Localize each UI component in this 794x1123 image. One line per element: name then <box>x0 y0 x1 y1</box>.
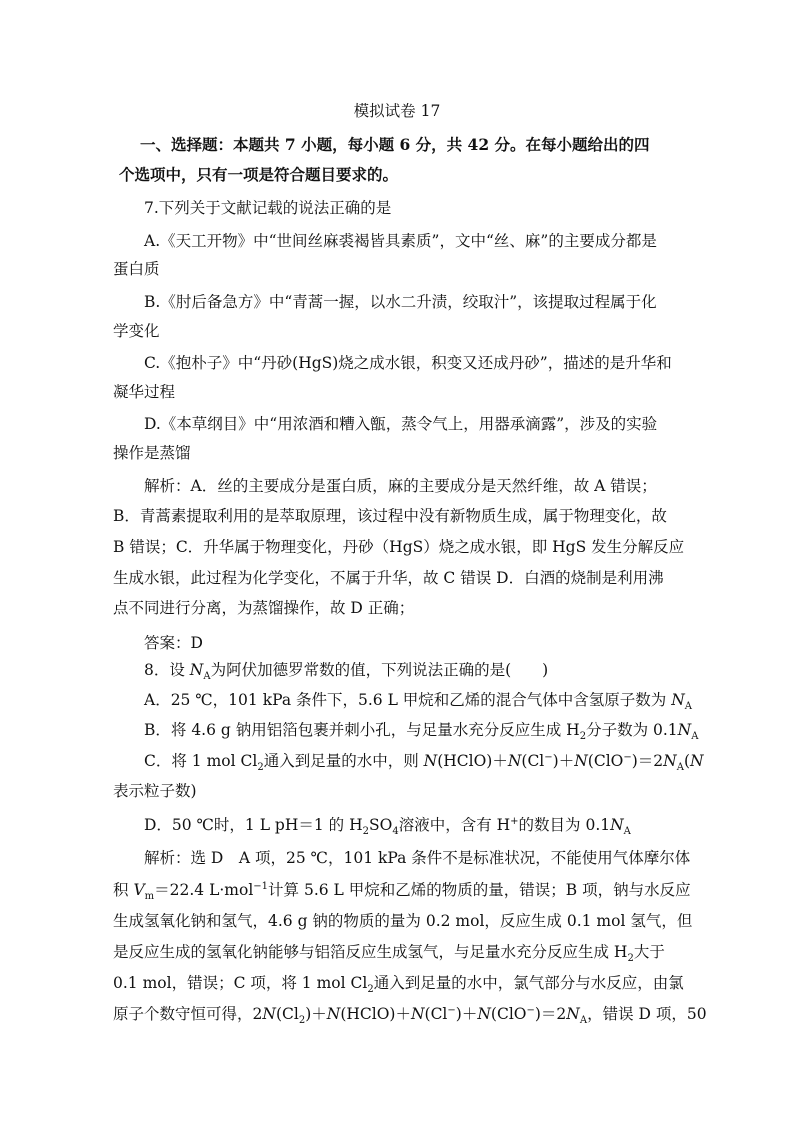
q8-analysis-line-4: 是反应生成的氢氧化钠能够与铝箔反应生成氢气，与足量水充分反应生成 $H_2$大于 <box>113 943 665 965</box>
q7-answer: 答案：D <box>144 634 203 652</box>
q7-stem: 7.下列关于文献记载的说法正确的是 <box>144 199 392 217</box>
q7-analysis-line-3: B 错误；C．升华属于物理变化，丹砂（HgS）烧之成水银，即 HgS 发生分解反应 <box>113 538 685 556</box>
q8-analysis-line-6: 原子个数守恒可得，$2N(Cl_2)+N(HClO)+N(Cl^-)+N(ClO^-)=2N_A$，错误 D 项，50 <box>113 1004 707 1027</box>
q8-option-a: A．25 ℃，101 kPa 条件下，5.6 L 甲烷和乙烯的混合气体中含氢原子数为 $N_A$ <box>144 691 693 713</box>
q8-option-b: B．将 4.6 g 钠用铝箔包裹并刺小孔，与足量水充分反应生成 $H_2$分子数为 $0.1N_A$ <box>144 721 699 743</box>
q7-option-d: D.《本草纲目》中“用浓酒和糟入甑，蒸令气上，用器承滴露”，涉及的实验 <box>144 415 658 433</box>
q8-analysis-line-3: 生成氢氧化钠和氢气，4.6 g 钠的物质的量为 0.2 mol，反应生成 0.1 mol 氢气，但 <box>113 912 693 930</box>
q8-option-c: C．将 1 mol $Cl_2$通入到足量的水中，则 $N(HClO)+N(Cl^-)+N(ClO^-)=2N_A(N$ <box>144 751 704 774</box>
q8-option-c-cont: 表示粒子数) <box>113 782 197 800</box>
q7-option-c: C.《抱朴子》中“丹砂(HgS)烧之成水银，积变又还成丹砂”，描述的是升华和 <box>144 354 672 372</box>
section-heading-cont: 个选项中，只有一项是符合题目要求的。 <box>119 165 399 184</box>
q7-option-c-cont: 凝华过程 <box>113 383 176 401</box>
q7-analysis-line-1: 解析：A．丝的主要成分是蛋白质，麻的主要成分是天然纤维，故 A 错误； <box>144 477 657 495</box>
q7-analysis-line-2: B．青蒿素提取利用的是萃取原理，该过程中没有新物质生成，属于物理变化，故 <box>113 507 667 525</box>
page-title: 模拟试卷 17 <box>353 102 441 120</box>
q7-option-b: B.《肘后备急方》中“青蒿一握，以水二升渍，绞取汁”，该提取过程属于化 <box>144 293 657 311</box>
q8-analysis-line-5: 0.1 mol，错误；C 项，将 1 mol $Cl_2$通入到足量的水中，氯气部分与水反应，由氯 <box>113 974 684 996</box>
q8-stem: 8．设 $N_A$为阿伏加德罗常数的值，下列说法正确的是( ) <box>144 661 549 683</box>
q7-analysis-line-4: 生成水银，此过程为化学变化，不属于升华，故 C 错误 D．白酒的烧制是利用沸 <box>113 569 664 587</box>
section-heading: 一、选择题：本题共 7 小题，每小题 6 分，共 42 分。在每小题给出的四 <box>140 135 650 154</box>
q8-option-d: D．50 ℃时，1 L pH＝1 的 $H_2SO_4$溶液中，含有 H+的数目为 $0.1N_A$ <box>144 815 631 838</box>
q7-option-a-cont: 蛋白质 <box>113 260 160 278</box>
q7-option-a: A.《天工开物》中“世间丝麻裘褐皆具素质”，文中“丝、麻”的主要成分都是 <box>144 232 657 250</box>
q8-analysis-line-2: 积 $V_m=22.4$ L·mol$^{-1}$计算 5.6 L 甲烷和乙烯的物质的量，错误；B 项，钠与水反应 <box>113 880 691 903</box>
q8-analysis-line-1: 解析：选 D A 项，25 ℃，101 kPa 条件不是标准状况，不能使用气体摩尔体 <box>144 849 691 867</box>
q7-option-d-cont: 操作是蒸馏 <box>113 444 191 462</box>
q7-analysis-line-5: 点不同进行分离，为蒸馏操作，故 D 正确； <box>113 599 415 617</box>
q7-option-b-cont: 学变化 <box>113 322 160 340</box>
